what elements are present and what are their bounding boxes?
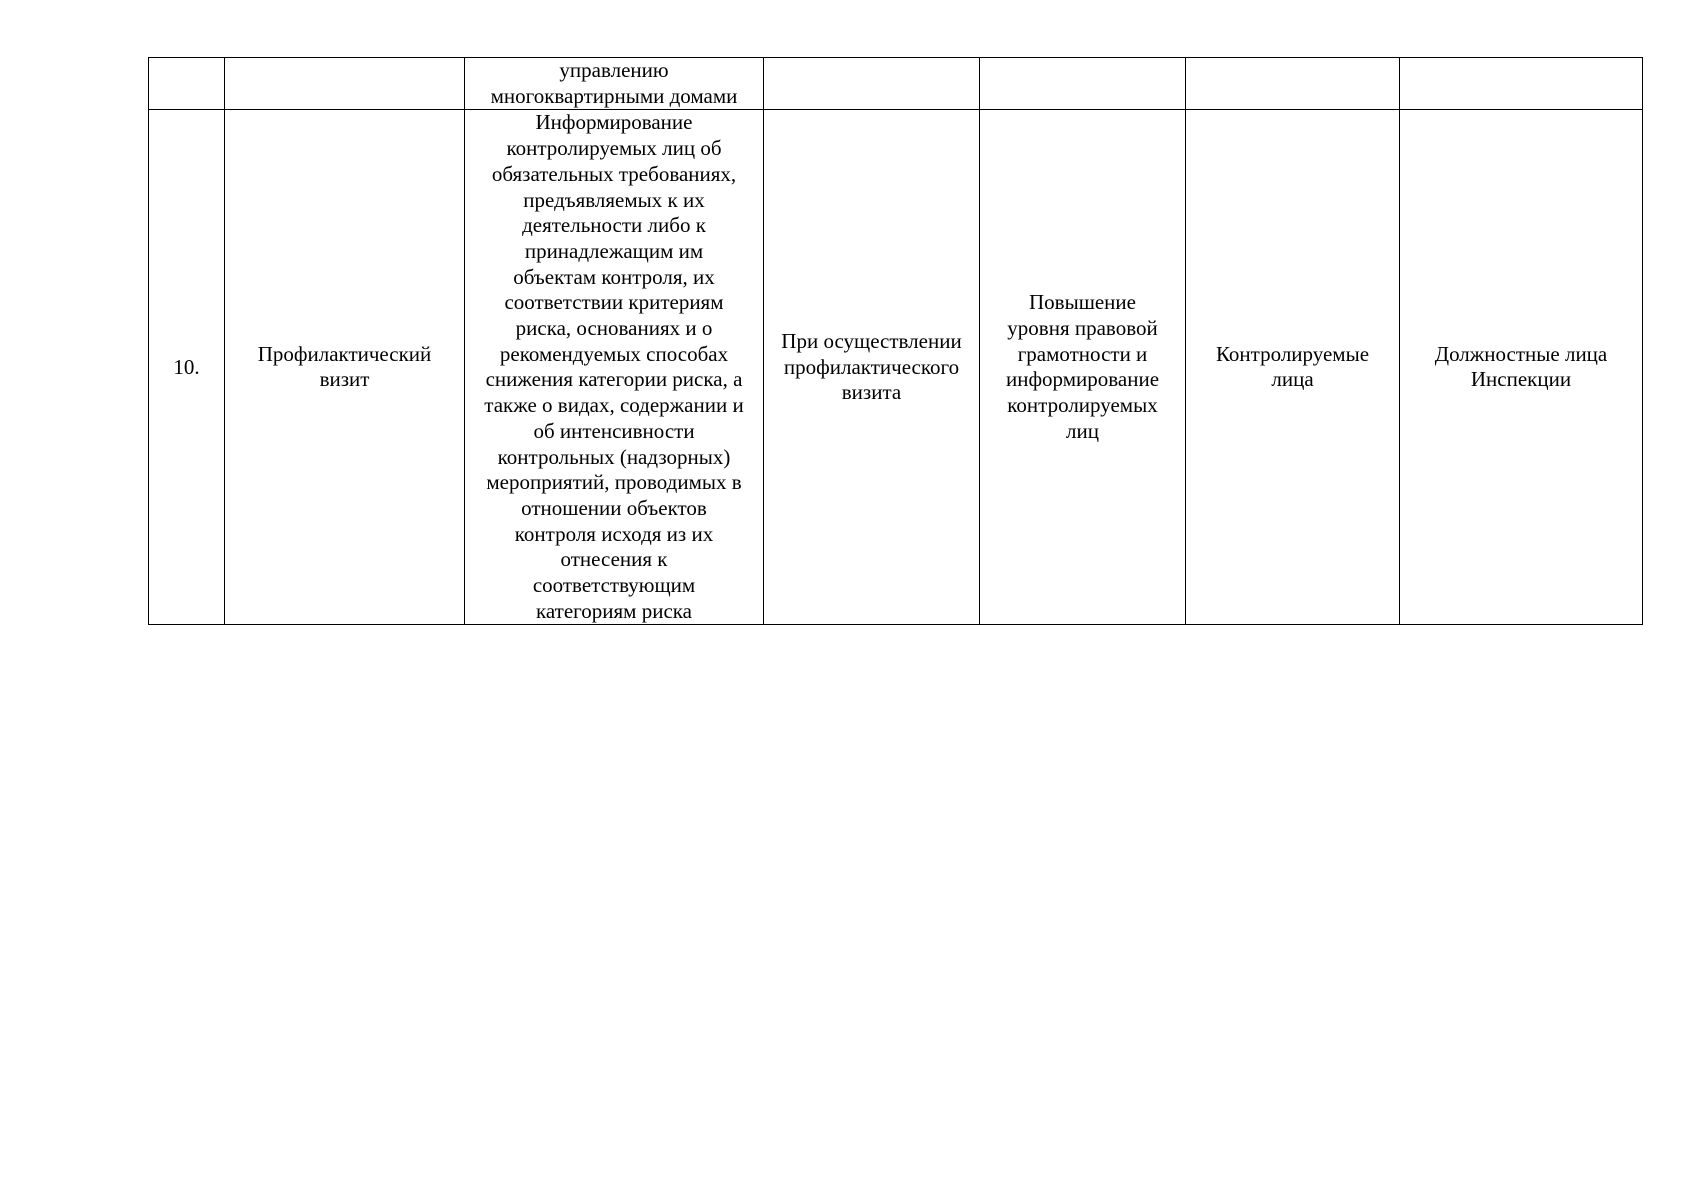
table-row (149, 110, 1643, 625)
cell-number: 10. (149, 110, 225, 625)
prevention-measures-table (148, 57, 1643, 625)
cell-timing: При осуществлении профилактического визита (764, 110, 980, 625)
cell-content: Информирование контролируемых лиц об обязательных требованиях, предъявляемых к их деятельности либо к принадлежащим им объектам контроля, их соответствии критериям риска, основаниях и о рекомендуемых способах снижения категории риска, а также о видах, содержании и об интенсивности контрольных (надзорных) мероприятий, проводимых в отношении объектов контроля исходя из их отнесения к соответствующим категориям риска (465, 110, 764, 625)
cell-goal: Повышение уровня правовой грамотности и информирование контролируемых лиц (980, 110, 1186, 625)
cell-target: Контролируемые лица (1186, 110, 1400, 625)
cell-responsible: Должностные лица Инспекции (1400, 110, 1643, 625)
table-row (149, 58, 1643, 110)
cell-content: управлению многоквартирными домами (465, 58, 764, 110)
cell-goal (980, 58, 1186, 110)
cell-responsible (1400, 58, 1643, 110)
cell-event (225, 58, 465, 110)
cell-event: Профилактический визит (225, 110, 465, 625)
cell-number (149, 58, 225, 110)
cell-target (1186, 58, 1400, 110)
cell-timing (764, 58, 980, 110)
